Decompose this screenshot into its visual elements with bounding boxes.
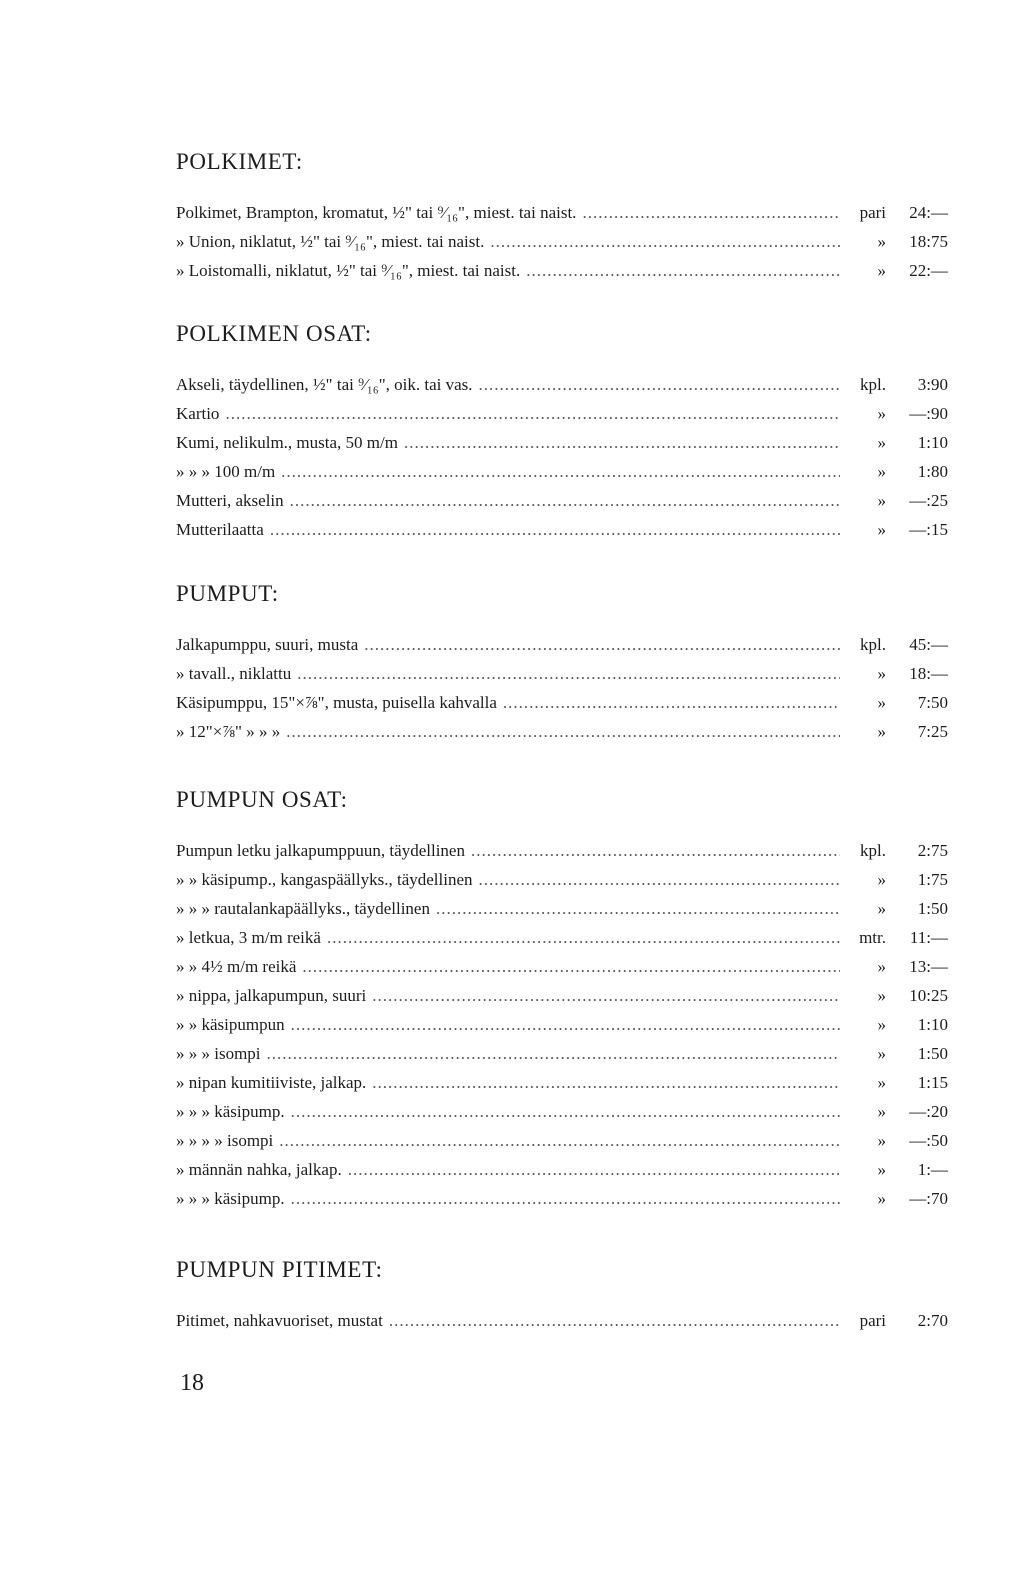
list-item: » männän nahka, jalkap. ..... » 1:—: [176, 1155, 948, 1184]
section-title: PUMPUT:: [176, 581, 279, 606]
page-number: 18: [180, 1370, 204, 1396]
section-polkimet: [176, 148, 948, 285]
list-item: » » » käsipump. ..... » —:20: [176, 1097, 948, 1126]
list-item: Jalkapumppu, suuri, musta ..... kpl. 45:—: [176, 630, 948, 659]
list-item: » » käsipumpun ..... » 1:10: [176, 1010, 948, 1039]
list-item: Pitimet, nahkavuoriset, mustat ..... pari 2:70: [176, 1306, 948, 1335]
section-pumput: [176, 580, 948, 746]
list-item: Mutteri, akselin ..... » —:25: [176, 486, 948, 515]
list-item: » Union, niklatut, ½" tai ⁹⁄₁₆", miest. tai naist. ..... » 18:75: [176, 227, 948, 256]
section-title: PUMPUN OSAT:: [176, 787, 348, 812]
list-item: » nippa, jalkapumpun, suuri ..... » 10:25: [176, 981, 948, 1010]
list-item: » nipan kumitiiviste, jalkap. ..... » 1:15: [176, 1068, 948, 1097]
list-item: » » 4½ m/m reikä ..... » 13:—: [176, 952, 948, 981]
list-item: Pumpun letku jalkapumppuun, täydellinen ..... kpl. 2:75: [176, 836, 948, 865]
list-item: » 12"×⅞" » » » ..... » 7:25: [176, 717, 948, 746]
section-pumpun-osat: [176, 786, 948, 1213]
list-item: » » » » isompi ..... » —:50: [176, 1126, 948, 1155]
list-item: » » » 100 m/m ..... » 1:80: [176, 457, 948, 486]
list-item: Kumi, nelikulm., musta, 50 m/m ..... » 1:10: [176, 428, 948, 457]
list-item: » » » rautalankapäällyks., täydellinen ..... » 1:50: [176, 894, 948, 923]
list-item: Kartio ..... » —:90: [176, 399, 948, 428]
list-item: Polkimet, Brampton, kromatut, ½" tai ⁹⁄₁₆", miest. tai naist. ..... pari 24:—: [176, 198, 948, 227]
section-pumpun-pitimet: [176, 1256, 948, 1335]
list-item: » » » käsipump. ..... » —:70: [176, 1184, 948, 1213]
list-item: » letkua, 3 m/m reikä ..... mtr. 11:—: [176, 923, 948, 952]
list-item: Mutterilaatta ..... » —:15: [176, 515, 948, 544]
list-item: » » käsipump., kangaspäällyks., täydellinen ..... » 1:75: [176, 865, 948, 894]
list-item: Käsipumppu, 15"×⅞", musta, puisella kahvalla ..... » 7:50: [176, 688, 948, 717]
section-title: POLKIMEN OSAT:: [176, 321, 372, 346]
section-polkimen-osat: [176, 320, 948, 544]
section-title: POLKIMET:: [176, 149, 303, 174]
list-item: » Loistomalli, niklatut, ½" tai ⁹⁄₁₆", miest. tai naist. ..... » 22:—: [176, 256, 948, 285]
section-title: PUMPUN PITIMET:: [176, 1257, 383, 1282]
list-item: Akseli, täydellinen, ½" tai ⁹⁄₁₆", oik. tai vas. ..... kpl. 3:90: [176, 370, 948, 399]
list-item: » tavall., niklattu ..... » 18:—: [176, 659, 948, 688]
list-item: » » » isompi ..... » 1:50: [176, 1039, 948, 1068]
